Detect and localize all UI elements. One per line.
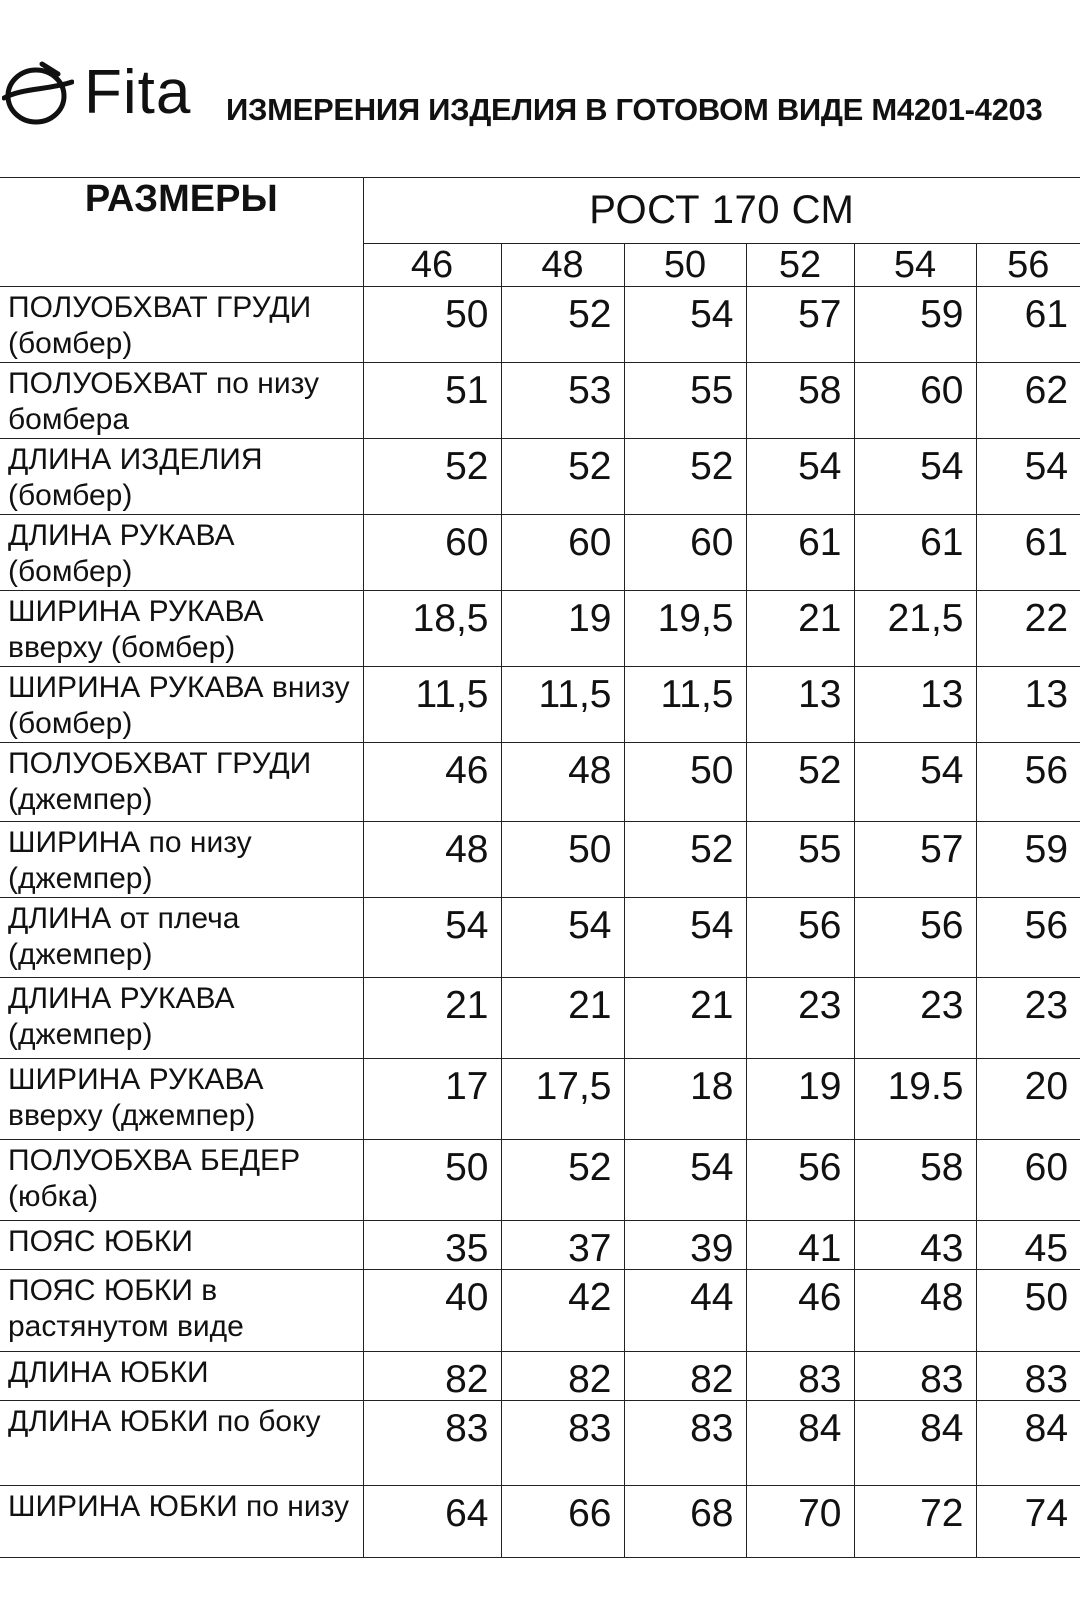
measurement-value: 52 bbox=[501, 439, 624, 515]
measurement-value: 17 bbox=[363, 1059, 501, 1140]
measurement-label: ШИРИНА РУКАВА вверху (бомбер) bbox=[0, 591, 363, 667]
measurement-value: 56 bbox=[746, 898, 854, 978]
measurement-value: 11,5 bbox=[624, 667, 746, 743]
measurement-value: 53 bbox=[501, 363, 624, 439]
measurement-label: ДЛИНА ЮБКИ по боку bbox=[0, 1401, 363, 1486]
measurement-label: ШИРИНА по низу (джемпер) bbox=[0, 822, 363, 898]
table-row bbox=[0, 978, 1080, 1059]
measurement-value: 56 bbox=[976, 898, 1080, 978]
document-title: ИЗМЕРЕНИЯ ИЗДЕЛИЯ В ГОТОВОМ ВИДЕ М4201-4203 bbox=[226, 92, 1043, 127]
measurement-value: 61 bbox=[976, 287, 1080, 363]
measurement-value: 84 bbox=[746, 1401, 854, 1486]
measurement-value: 17,5 bbox=[501, 1059, 624, 1140]
measurement-label: ДЛИНА РУКАВА (бомбер) bbox=[0, 515, 363, 591]
table-row bbox=[0, 1486, 1080, 1558]
size-column-header: 56 bbox=[976, 243, 1080, 286]
size-column-header: 48 bbox=[501, 243, 624, 286]
measurement-value: 48 bbox=[501, 743, 624, 822]
table-row bbox=[0, 1059, 1080, 1140]
measurement-value: 11,5 bbox=[363, 667, 501, 743]
measurement-value: 52 bbox=[501, 287, 624, 363]
measurement-label: ШИРИНА РУКАВА внизу (бомбер) bbox=[0, 667, 363, 743]
page-header bbox=[0, 0, 1080, 178]
measurement-value: 50 bbox=[363, 287, 501, 363]
measurement-value: 56 bbox=[976, 743, 1080, 822]
measurement-value: 74 bbox=[976, 1486, 1080, 1558]
size-column-header: 54 bbox=[854, 243, 976, 286]
measurement-value: 83 bbox=[976, 1352, 1080, 1401]
measurement-label: ДЛИНА от плеча (джемпер) bbox=[0, 898, 363, 978]
measurement-value: 13 bbox=[746, 667, 854, 743]
measurement-value: 23 bbox=[854, 978, 976, 1059]
measurement-value: 57 bbox=[854, 822, 976, 898]
table-row bbox=[0, 363, 1080, 439]
measurement-value: 57 bbox=[746, 287, 854, 363]
measurement-value: 55 bbox=[624, 363, 746, 439]
measurement-value: 68 bbox=[624, 1486, 746, 1558]
measurement-value: 21 bbox=[501, 978, 624, 1059]
measurement-label: ШИРИНА ЮБКИ по низу bbox=[0, 1486, 363, 1558]
table-row bbox=[0, 1352, 1080, 1401]
brand-logo bbox=[0, 58, 200, 128]
size-column-header: 50 bbox=[624, 243, 746, 286]
measurement-value: 60 bbox=[976, 1140, 1080, 1221]
measurement-value: 83 bbox=[854, 1352, 976, 1401]
measurement-value: 82 bbox=[363, 1352, 501, 1401]
measurement-value: 66 bbox=[501, 1486, 624, 1558]
measurement-label: ПОЛУОБХВАТ по низу бомбера bbox=[0, 363, 363, 439]
measurement-value: 83 bbox=[624, 1401, 746, 1486]
measurement-label: ДЛИНА ИЗДЕЛИЯ (бомбер) bbox=[0, 439, 363, 515]
table-body bbox=[0, 287, 1080, 1558]
measurement-value: 56 bbox=[746, 1140, 854, 1221]
measurement-value: 83 bbox=[363, 1401, 501, 1486]
measurement-value: 59 bbox=[854, 287, 976, 363]
size-column-header: 46 bbox=[363, 243, 501, 286]
measurement-value: 58 bbox=[854, 1140, 976, 1221]
measurement-value: 70 bbox=[746, 1486, 854, 1558]
measurement-value: 22 bbox=[976, 591, 1080, 667]
table-row bbox=[0, 1221, 1080, 1270]
measurement-value: 39 bbox=[624, 1221, 746, 1270]
size-table bbox=[0, 177, 1080, 1558]
measurement-value: 18,5 bbox=[363, 591, 501, 667]
measurement-label: ДЛИНА РУКАВА (джемпер) bbox=[0, 978, 363, 1059]
measurement-value: 23 bbox=[746, 978, 854, 1059]
measurement-value: 11,5 bbox=[501, 667, 624, 743]
measurement-value: 60 bbox=[363, 515, 501, 591]
measurement-value: 13 bbox=[854, 667, 976, 743]
measurement-value: 19,5 bbox=[624, 591, 746, 667]
measurement-value: 54 bbox=[976, 439, 1080, 515]
table-row bbox=[0, 667, 1080, 743]
measurement-value: 82 bbox=[501, 1352, 624, 1401]
measurement-value: 83 bbox=[746, 1352, 854, 1401]
measurement-value: 52 bbox=[624, 439, 746, 515]
table-row bbox=[0, 591, 1080, 667]
measurement-value: 48 bbox=[363, 822, 501, 898]
measurement-value: 13 bbox=[976, 667, 1080, 743]
measurement-value: 45 bbox=[976, 1221, 1080, 1270]
measurement-value: 84 bbox=[854, 1401, 976, 1486]
measurement-value: 61 bbox=[854, 515, 976, 591]
measurement-value: 61 bbox=[976, 515, 1080, 591]
measurement-value: 19 bbox=[746, 1059, 854, 1140]
measurement-value: 58 bbox=[746, 363, 854, 439]
measurement-value: 20 bbox=[976, 1059, 1080, 1140]
measurement-value: 43 bbox=[854, 1221, 976, 1270]
fita-circle-logo-icon bbox=[2, 60, 74, 126]
sizes-header: РАЗМЕРЫ bbox=[0, 178, 363, 287]
measurement-value: 50 bbox=[501, 822, 624, 898]
table-row bbox=[0, 822, 1080, 898]
measurement-value: 83 bbox=[501, 1401, 624, 1486]
measurement-label: ШИРИНА РУКАВА вверху (джемпер) bbox=[0, 1059, 363, 1140]
measurement-value: 54 bbox=[501, 898, 624, 978]
measurement-label: ПОЯС ЮБКИ в растянутом виде bbox=[0, 1270, 363, 1352]
measurement-label: ПОЛУОБХВАТ ГРУДИ (джемпер) bbox=[0, 743, 363, 822]
measurement-label: ПОЛУОБХВАТ ГРУДИ (бомбер) bbox=[0, 287, 363, 363]
measurement-value: 52 bbox=[746, 743, 854, 822]
table-row bbox=[0, 743, 1080, 822]
measurement-value: 35 bbox=[363, 1221, 501, 1270]
table-row bbox=[0, 515, 1080, 591]
measurement-value: 54 bbox=[746, 439, 854, 515]
measurement-value: 40 bbox=[363, 1270, 501, 1352]
measurement-label: ПОЯС ЮБКИ bbox=[0, 1221, 363, 1270]
measurement-value: 60 bbox=[624, 515, 746, 591]
measurement-value: 56 bbox=[854, 898, 976, 978]
measurement-value: 52 bbox=[624, 822, 746, 898]
measurement-label: ПОЛУОБХВА БЕДЕР (юбка) bbox=[0, 1140, 363, 1221]
table-row bbox=[0, 1270, 1080, 1352]
measurement-value: 42 bbox=[501, 1270, 624, 1352]
measurement-value: 54 bbox=[624, 287, 746, 363]
measurement-value: 41 bbox=[746, 1221, 854, 1270]
size-column-header: 52 bbox=[746, 243, 854, 286]
table-header-row bbox=[0, 178, 1080, 244]
measurement-value: 61 bbox=[746, 515, 854, 591]
table-row bbox=[0, 1140, 1080, 1221]
measurement-value: 52 bbox=[363, 439, 501, 515]
measurement-value: 46 bbox=[746, 1270, 854, 1352]
measurement-value: 60 bbox=[854, 363, 976, 439]
measurement-value: 54 bbox=[363, 898, 501, 978]
measurement-value: 21,5 bbox=[854, 591, 976, 667]
brand-name: Fita bbox=[84, 58, 192, 127]
measurement-value: 64 bbox=[363, 1486, 501, 1558]
height-header: РОСТ 170 СМ bbox=[363, 178, 1080, 244]
measurement-value: 55 bbox=[746, 822, 854, 898]
table-row bbox=[0, 1401, 1080, 1486]
measurement-value: 21 bbox=[746, 591, 854, 667]
measurement-value: 54 bbox=[624, 898, 746, 978]
measurement-value: 48 bbox=[854, 1270, 976, 1352]
measurement-value: 19 bbox=[501, 591, 624, 667]
measurement-value: 50 bbox=[363, 1140, 501, 1221]
measurement-value: 46 bbox=[363, 743, 501, 822]
measurement-value: 50 bbox=[624, 743, 746, 822]
measurement-value: 23 bbox=[976, 978, 1080, 1059]
measurement-value: 59 bbox=[976, 822, 1080, 898]
measurement-value: 62 bbox=[976, 363, 1080, 439]
measurement-value: 50 bbox=[976, 1270, 1080, 1352]
measurement-value: 54 bbox=[854, 439, 976, 515]
table-row bbox=[0, 439, 1080, 515]
table-row bbox=[0, 287, 1080, 363]
measurement-value: 51 bbox=[363, 363, 501, 439]
measurement-value: 18 bbox=[624, 1059, 746, 1140]
measurement-value: 52 bbox=[501, 1140, 624, 1221]
measurement-value: 21 bbox=[624, 978, 746, 1059]
measurement-value: 54 bbox=[854, 743, 976, 822]
table-row bbox=[0, 898, 1080, 978]
measurement-value: 82 bbox=[624, 1352, 746, 1401]
measurement-value: 72 bbox=[854, 1486, 976, 1558]
measurement-value: 21 bbox=[363, 978, 501, 1059]
measurement-label: ДЛИНА ЮБКИ bbox=[0, 1352, 363, 1401]
measurement-value: 84 bbox=[976, 1401, 1080, 1486]
measurement-value: 44 bbox=[624, 1270, 746, 1352]
measurement-value: 19.5 bbox=[854, 1059, 976, 1140]
measurement-value: 60 bbox=[501, 515, 624, 591]
measurement-value: 54 bbox=[624, 1140, 746, 1221]
measurement-value: 37 bbox=[501, 1221, 624, 1270]
